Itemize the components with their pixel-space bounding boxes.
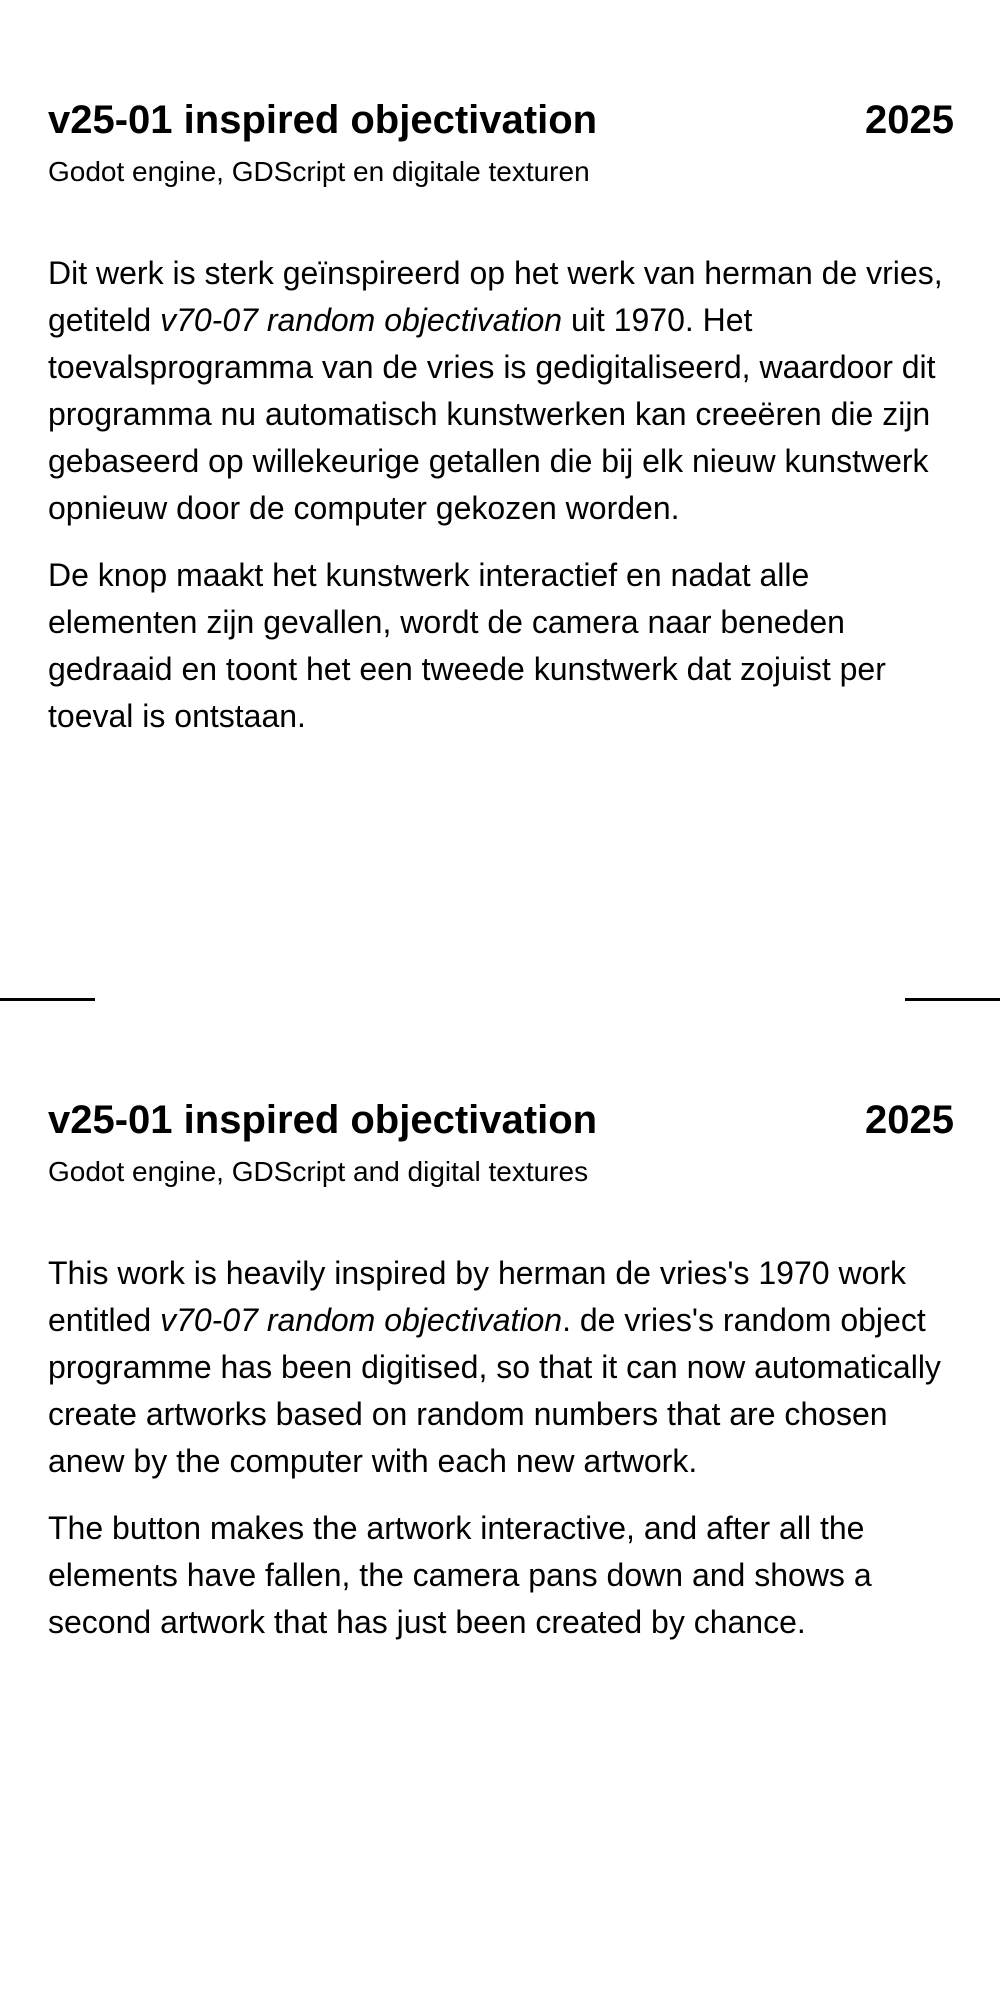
description — [48, 1250, 954, 1646]
description — [48, 250, 954, 740]
description-text: uit 1970. Het toevalsprogramma van de vries is gedigitaliseerd, waardoor dit programma nu automatisch kunstwerken kan creeëren die zijn gebaseerd op willekeurige getallen die bij elk nieuw kunstwerk opnieuw door de computer gekozen worden. — [48, 302, 936, 526]
description-paragraph-2: De knop maakt het kunstwerk interactief en nadat alle elementen zijn gevallen, wordt de camera naar beneden gedraaid en toont het een tweede kunstwerk dat zojuist per toeval is ontstaan. — [48, 557, 886, 734]
description-paragraph-1 — [48, 250, 954, 532]
divider-left — [0, 998, 95, 1001]
description-text: Dit werk is sterk geïnspireerd op het werk van herman de vries, getiteld — [48, 255, 943, 338]
artwork-title: v25-01 inspired objectivation — [48, 1098, 598, 1142]
description-paragraph-1 — [48, 1250, 954, 1485]
description-paragraph-2: The button makes the artwork interactive, and after all the elements have fallen, the camera pans down and shows a second artwork that has just been created by chance. — [48, 1510, 872, 1640]
referenced-work-title: v70-07 random objectivation — [160, 302, 563, 338]
referenced-work-title: v70-07 random objectivation — [160, 1302, 563, 1338]
title-row — [48, 92, 954, 148]
description-text: . de vries's random object programme has been digitised, so that it can now automatically create artworks based on random numbers that are chosen anew by the computer with each new artwork. — [48, 1302, 941, 1479]
description-text: This work is heavily inspired by herman de vries's 1970 work entitled — [48, 1255, 907, 1338]
artwork-medium: Godot engine, GDScript and digital textures — [48, 1156, 589, 1187]
artwork-year: 2025 — [865, 1098, 954, 1142]
artwork-year: 2025 — [865, 98, 954, 142]
artwork-title: v25-01 inspired objectivation — [48, 98, 598, 142]
english-section — [48, 1092, 954, 1666]
artwork-medium: Godot engine, GDScript en digitale texturen — [48, 156, 590, 187]
divider-right — [905, 998, 1000, 1001]
title-row — [48, 1092, 954, 1148]
dutch-section — [48, 92, 954, 760]
